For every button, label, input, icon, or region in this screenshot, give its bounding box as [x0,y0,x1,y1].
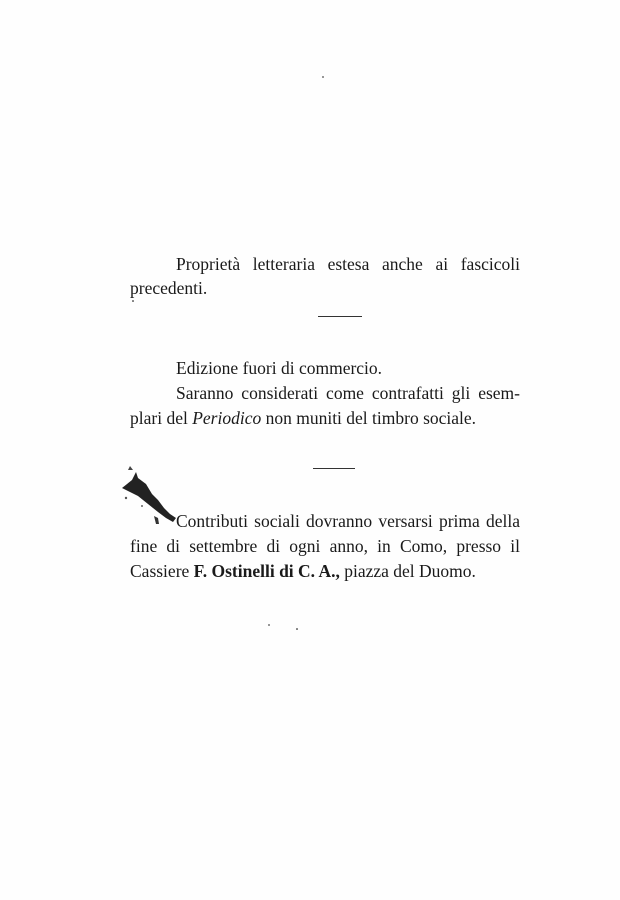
edition-line-3 [130,407,520,429]
edition-line-1: Edizione fuori di commercio. [176,358,383,378]
divider-2 [313,468,355,469]
edition-line-2: Saranno considerati come contrafatti gli esem- [176,383,520,403]
copyright-line-2: precedenti. [130,278,208,298]
contributions-line-3-a: Cassiere [130,561,194,581]
edition-line-3-a: plari del [130,408,193,428]
contributions-line-3-b: piazza del Duomo. [339,561,476,581]
divider-1 [318,316,362,317]
periodico-italic: Periodico [192,408,262,428]
copyright-line-1: Proprietà letteraria estesa anche ai fascicoli [176,254,520,274]
contributions-line-3 [130,560,520,582]
contributions-line-2: fine di settembre di ogni anno, in Como, presso il [130,536,520,556]
contributions-line-1: Contributi sociali dovranno versarsi prima della [176,511,520,531]
cashier-name-bold: F. Ostinelli di C. A., [193,561,340,581]
edition-line-3-b: non muniti del timbro sociale. [261,408,477,428]
